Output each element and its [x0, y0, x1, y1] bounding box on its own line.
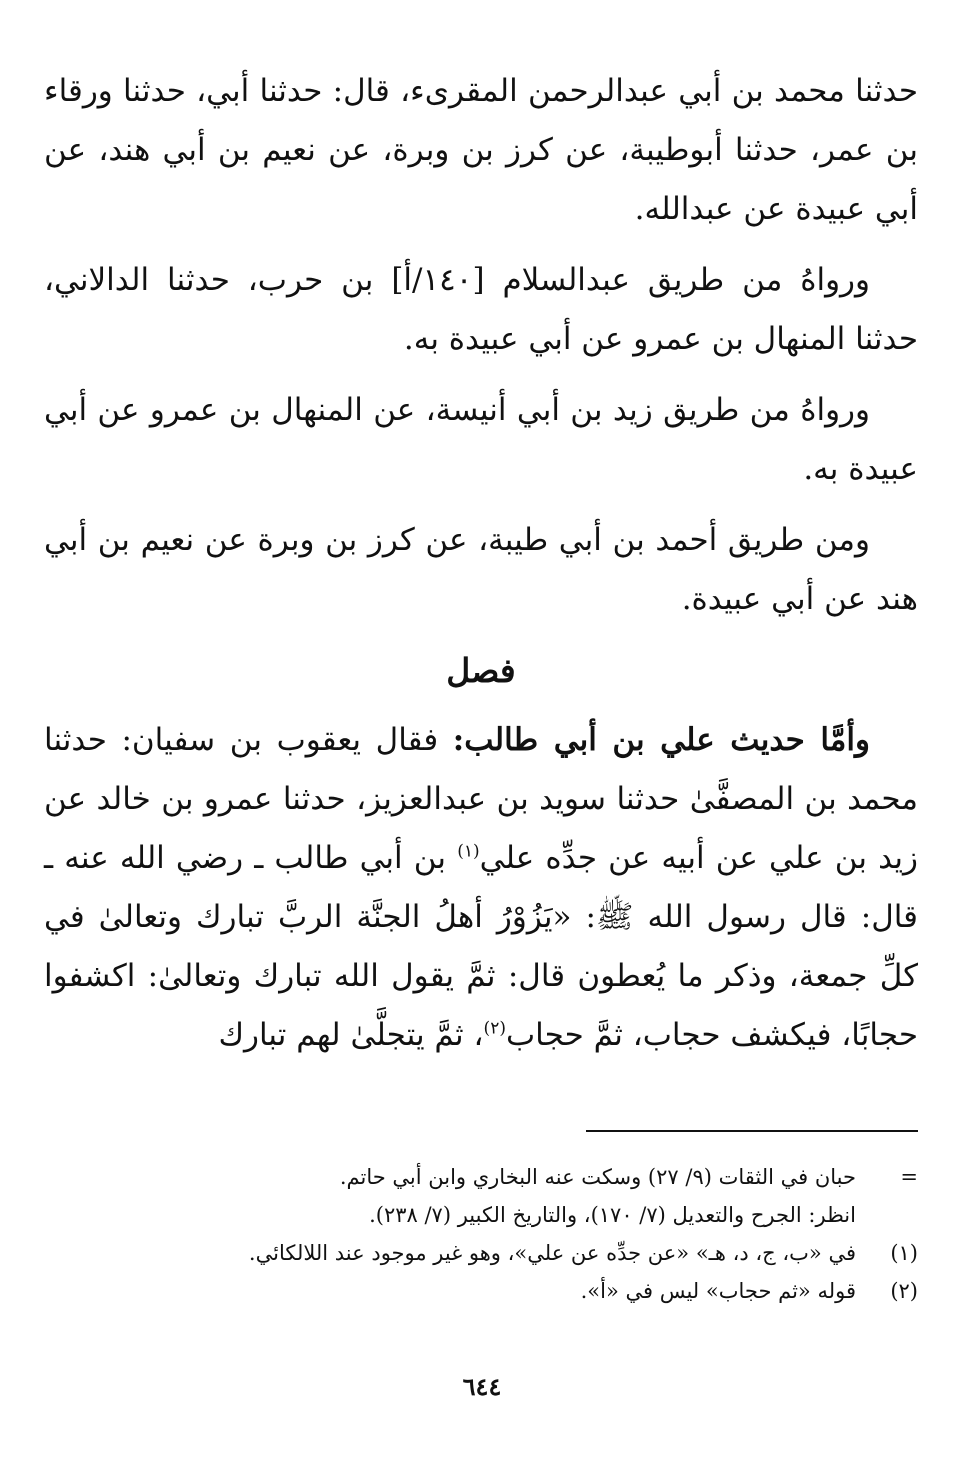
paragraph-3: ورواهُ من طريق زيد بن أبي أنيسة، عن المنهال بن عمرو عن أبي عبيدة به.	[44, 392, 918, 487]
footnote-marker: (٢)	[890, 1279, 918, 1303]
footnote-marker: (١)	[890, 1241, 918, 1265]
footnote-2	[44, 1272, 918, 1310]
section-heading: فصل	[446, 651, 516, 690]
footnote-1	[44, 1234, 918, 1272]
paragraph-5-lead: وأمَّا حديث علي بن أبي طالب:	[452, 722, 870, 758]
paragraph-5	[44, 711, 918, 1065]
footnote-continued-2	[44, 1196, 918, 1234]
footnote-text: قوله «ثم حجاب» ليس في «أ».	[580, 1279, 856, 1303]
paragraph-2: ورواهُ من طريق عبدالسلام [١٤٠/أ] بن حرب، حدثنا الدالاني، حدثنا المنهال بن عمرو عن أبي عبيدة به.	[44, 262, 918, 357]
footnote-marker: =	[900, 1165, 918, 1189]
paragraph-4: ومن طريق أحمد بن أبي طيبة، عن كرز بن وبرة عن نعيم بن أبي هند عن أبي عبيدة.	[44, 522, 918, 617]
footnote-ref-1: (١)	[457, 841, 480, 862]
footnote-text: انظر: الجرح والتعديل (٧/ ١٧٠)، والتاريخ الكبير (٧/ ٢٣٨).	[369, 1203, 856, 1227]
footnotes	[44, 1158, 918, 1310]
footnote-text: في «ب، ج، د، هـ» «عن جدِّه عن علي»، وهو غير موجود عند اللالكائي.	[248, 1241, 856, 1265]
paragraph-5-text-b: بن أبي طالب ـ رضي الله عنه ـ قال: قال رسول الله ﷺ: «يَزُوْرُ أهلُ الجنَّة الربَّ تبارك وتعالىٰ في كلِّ جمعة، وذكر ما يُعطون قال: ثمَّ يقول الله تبارك وتعالىٰ: اكشفوا حجابًا، فيكشف حجاب، ثمَّ حجاب	[44, 840, 918, 1053]
footnote-ref-2: (٢)	[483, 1018, 506, 1039]
paragraph-1: حدثنا محمد بن أبي عبدالرحمن المقرىء، قال: حدثنا أبي، حدثنا ورقاء بن عمر، حدثنا أبوطيبة، عن كرز بن وبرة، عن نعيم بن أبي هند، عن أبي عبيدة عن عبدالله.	[44, 73, 918, 227]
page-number: ٦٤٤	[462, 1372, 502, 1401]
main-text	[44, 62, 918, 1077]
footnote-divider	[586, 1130, 918, 1132]
footnote-continued	[44, 1158, 918, 1196]
paragraph-5-text-a: فقال يعقوب بن سفيان: حدثنا محمد بن المصفَّىٰ حدثنا سويد بن عبدالعزيز، حدثنا عمرو بن خالد عن زيد بن علي عن أبيه عن جدِّه علي	[44, 722, 918, 876]
footnote-text: حبان في الثقات (٩/ ٢٧) وسكت عنه البخاري وابن أبي حاتم.	[339, 1165, 856, 1189]
paragraph-5-text-c: ، ثمَّ يتجلَّىٰ لهم تبارك	[218, 1017, 484, 1053]
